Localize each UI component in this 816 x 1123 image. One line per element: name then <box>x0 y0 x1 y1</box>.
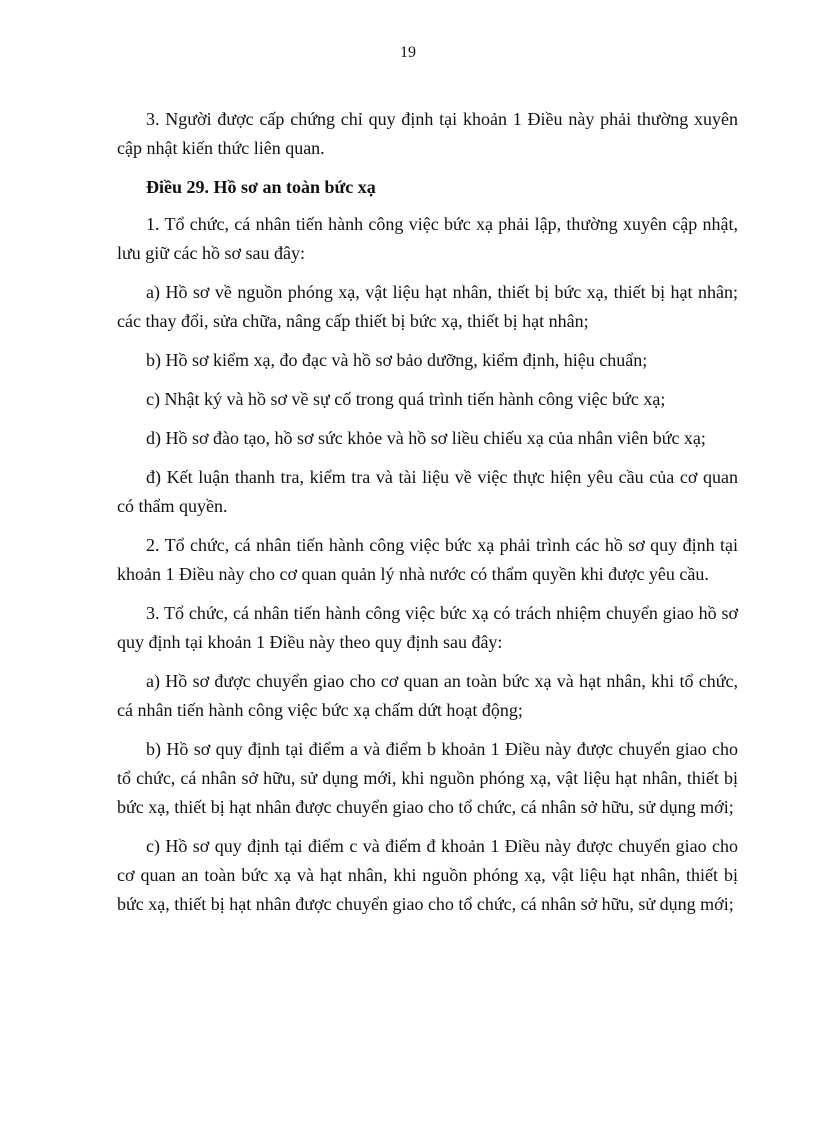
page-number: 19 <box>400 44 416 61</box>
paragraph-item-d: d) Hồ sơ đào tạo, hồ sơ sức khỏe và hồ sơ liều chiếu xạ của nhân viên bức xạ; <box>146 428 706 448</box>
paragraph-clause-3: 3. Tổ chức, cá nhân tiến hành công việc bức xạ có trách nhiệm chuyển giao hồ sơ quy định tại khoản 1 Điều này theo quy định sau đây: <box>117 603 738 652</box>
paragraph-item-dd: đ) Kết luận thanh tra, kiểm tra và tài liệu về việc thực hiện yêu cầu của cơ quan có thẩm quyền. <box>117 467 738 516</box>
paragraph-transfer-a: a) Hồ sơ được chuyển giao cho cơ quan an toàn bức xạ và hạt nhân, khi tổ chức, cá nhân tiến hành công việc bức xạ chấm dứt hoạt động; <box>117 671 738 720</box>
document-body <box>117 105 738 929</box>
paragraph-clause-2: 2. Tổ chức, cá nhân tiến hành công việc bức xạ phải trình các hồ sơ quy định tại khoản 1 Điều này cho cơ quan quản lý nhà nước có thẩm quyền khi được yêu cầu. <box>117 535 738 584</box>
article-heading: Điều 29. Hồ sơ an toàn bức xạ <box>146 177 376 197</box>
paragraph-item-b: b) Hồ sơ kiểm xạ, đo đạc và hồ sơ bảo dưỡng, kiểm định, hiệu chuẩn; <box>146 350 648 370</box>
paragraph-item-c: c) Nhật ký và hồ sơ về sự cố trong quá trình tiến hành công việc bức xạ; <box>146 389 666 409</box>
paragraph-transfer-c: c) Hồ sơ quy định tại điểm c và điểm đ khoản 1 Điều này được chuyển giao cho cơ quan an toàn bức xạ và hạt nhân, khi nguồn phóng xạ, vật liệu hạt nhân, thiết bị bức xạ, thiết bị hạt nhân được chuyển giao cho tổ chức, cá nhân sở hữu, sử dụng mới; <box>117 836 738 914</box>
paragraph-item-a: a) Hồ sơ về nguồn phóng xạ, vật liệu hạt nhân, thiết bị bức xạ, thiết bị hạt nhân; các thay đổi, sửa chữa, nâng cấp thiết bị bức xạ, thiết bị hạt nhân; <box>117 282 738 331</box>
paragraph-3-certificate-update: 3. Người được cấp chứng chỉ quy định tại khoản 1 Điều này phải thường xuyên cập nhật kiến thức liên quan. <box>117 109 738 158</box>
paragraph-transfer-b: b) Hồ sơ quy định tại điểm a và điểm b khoản 1 Điều này được chuyển giao cho tổ chức, cá nhân sở hữu, sử dụng mới, khi nguồn phóng xạ, vật liệu hạt nhân, thiết bị bức xạ, thiết bị hạt nhân được chuyển giao cho tổ chức, cá nhân sở hữu, sử dụng mới; <box>117 739 738 817</box>
paragraph-clause-1: 1. Tổ chức, cá nhân tiến hành công việc bức xạ phải lập, thường xuyên cập nhật, lưu giữ các hồ sơ sau đây: <box>117 214 738 263</box>
